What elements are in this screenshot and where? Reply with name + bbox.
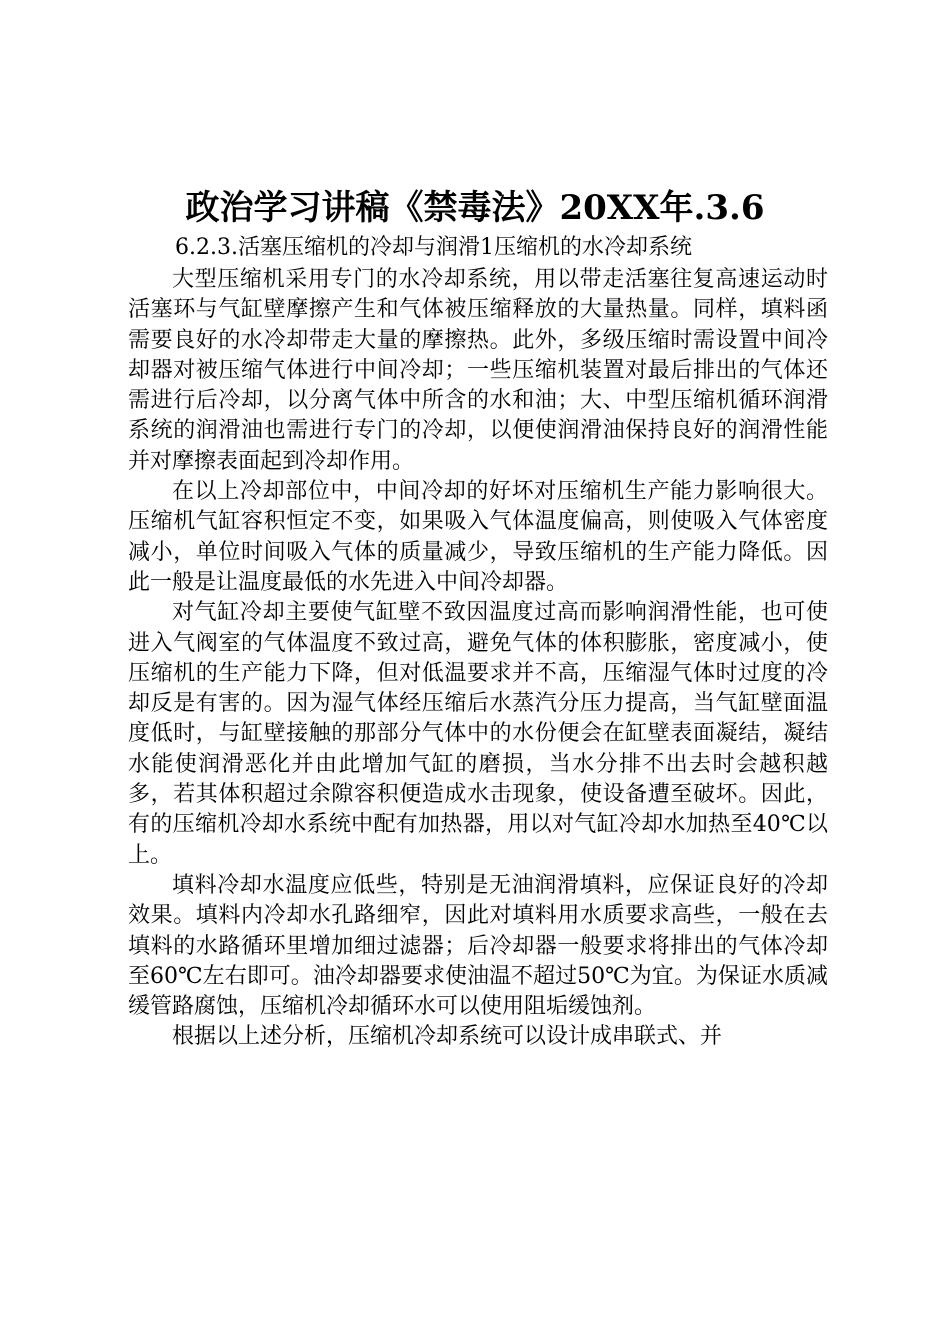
paragraph: 大型压缩机采用专门的水冷却系统，用以带走活塞往复高速运动时活塞环与气缸壁摩擦产生和气体被压缩释放的大量热量。同样，填料函需要良好的水冷却带走大量的摩擦热。此外，多级压缩时需设置中间冷却器对被压缩气体进行中间冷却；一些压缩机装置对最后排出的气体还需进行后冷却，以分离气体中所含的水和油；大、中型压缩机循环润滑系统的润滑油也需进行专门的冷却，以便使润滑油保持良好的润滑性能并对摩擦表面起到冷却作用。 <box>128 267 828 474</box>
paragraph: 填料冷却水温度应低些，特别是无油润滑填料，应保证良好的冷却效果。填料内冷却水孔路细窄，因此对填料用水质要求高些，一般在去填料的水路循环里增加细过滤器；后冷却器一般要求将排出的气体冷却至60℃左右即可。油冷却器要求使油温不超过50℃为宜。为保证水质减缓管路腐蚀，压缩机冷却循环水可以使用阻垢缓蚀剂。 <box>128 872 828 1020</box>
paragraph: 对气缸冷却主要使气缸壁不致因温度过高而影响润滑性能，也可使进入气阀室的气体温度不致过高，避免气体的体积膨胀，密度减小，使压缩机的生产能力下降，但对低温要求并不高，压缩湿气体时过度的冷却反是有害的。因为湿气体经压缩后水蒸汽分压力提高，当气缸壁面温度低时，与缸壁接触的那部分气体中的水份便会在缸壁表面凝结，凝结水能使润滑恶化并由此增加气缸的磨损，当水分排不出去时会越积越多，若其体积超过余隙容积便造成水击现象，使设备遭至破坏。因此，有的压缩机冷却水系统中配有加热器，用以对气缸冷却水加热至40℃以上。 <box>128 600 828 868</box>
document-title: 政治学习讲稿《禁毒法》20XX年.3.6 <box>185 188 765 228</box>
document-body <box>128 265 828 1053</box>
paragraph: 在以上冷却部位中，中间冷却的好坏对压缩机生产能力影响很大。压缩机气缸容积恒定不变，如果吸入气体温度偏高，则使吸入气体密度减小，单位时间吸入气体的质量减少，导致压缩机的生产能力降低。因此一般是让温度最低的水先进入中间冷却器。 <box>128 479 828 595</box>
section-heading: 6.2.3.活塞压缩机的冷却与润滑1压缩机的水冷却系统 <box>175 235 692 260</box>
paragraph: 根据以上述分析，压缩机冷却系统可以设计成串联式、并 <box>172 1024 723 1050</box>
